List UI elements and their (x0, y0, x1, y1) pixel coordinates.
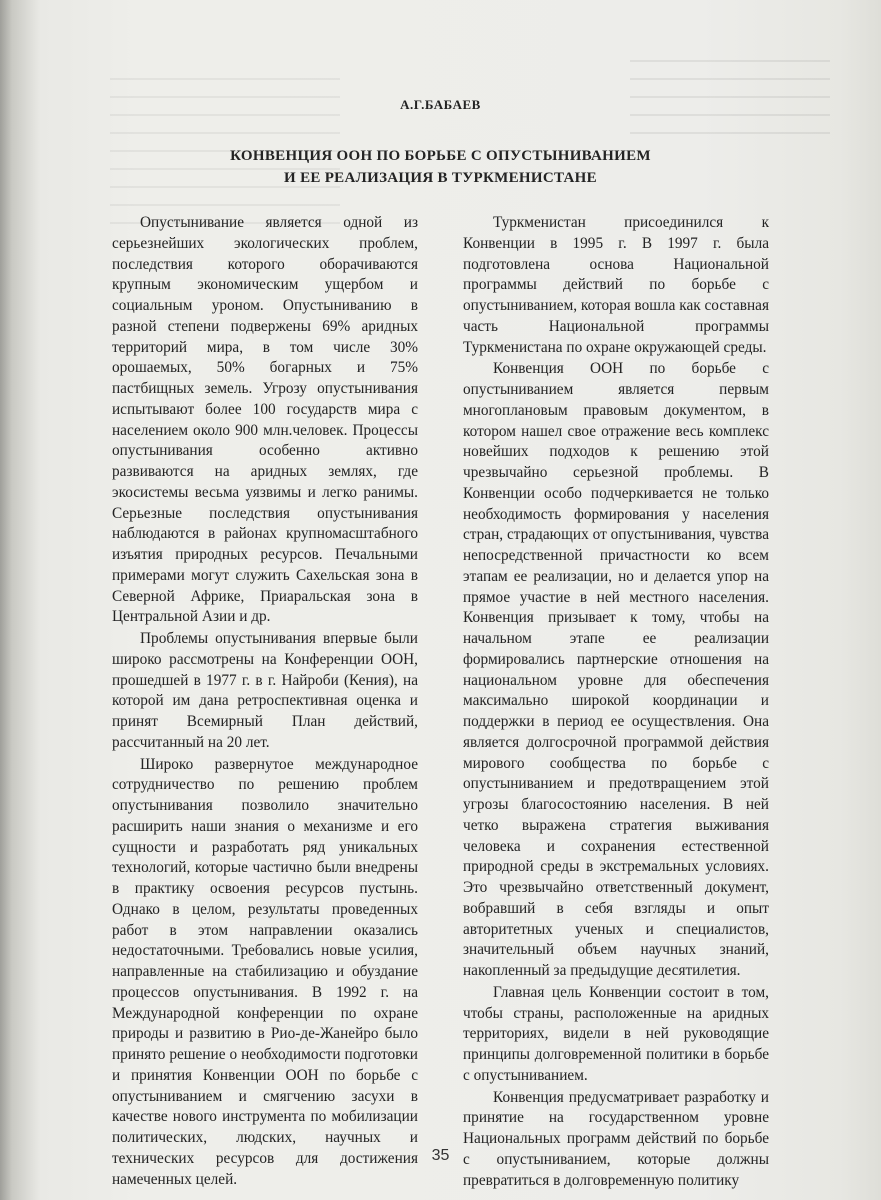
paragraph: Конвенция предусматривает разработку и принятие на государственном уровне Национальных программ действий по борьбе с опустыниванием, которые должны превратиться в долговременную политику (463, 1088, 769, 1189)
paragraph: Главная цель Конвенции состоит в том, чтобы страны, расположенные на аридных территориях, видели в ней руководящие принципы долговременной политики в борьбе с опустыниванием. (463, 983, 769, 1084)
author-name: А.Г.БАБАЕВ (400, 97, 481, 112)
paragraph: Опустынивание является одной из серьезнейших экологических проблем, последствия которого оборачиваются крупным экономическим ущербом и социальным уроном. Опустыниванию в разной степени подвержены 69% аридных территорий мира, в том числе 30% орошаемых, 50% богарных и 75% пастбищных земель. Угрозу опустынивания испытывают более 100 государств мира с населением около 900 млн.человек. Процессы опустынивания особенно активно развиваются на аридных землях, где экосистемы весьма уязвимы и легко ранимы. Серьезные последствия опустынивания наблюдаются в районах крупномасштабного изъятия природных ресурсов. Печальными примерами могут служить Сахельская зона в Северной Африке, Приаральская зона в Центральной Азии и др. (112, 214, 418, 626)
left-column (112, 213, 418, 1190)
article-title (0, 145, 881, 189)
paragraph: Проблемы опустынивания впервые были широко рассмотрены на Конференции ООН, прошедшей в 1977 г. в г. Найроби (Кения), на которой им дана ретроспективная оценка и принят Всемирный План действий, рассчитанный на 20 лет. (112, 630, 418, 751)
paragraph: Широко развернутое международное сотрудничество по решению проблем опустынивания позволило значительно расширить наши знания о механизме и его сущности и разработать ряд уникальных технологий, которые частично были внедрены в практику освоения ресурсов пустынь. Однако в целом, результаты проведенных работ в этом направлении оказались недостаточными. Требовались новые усилия, направленные на стабилизацию и обуздание процессов опустынивания. В 1992 г. на Международной конференции по охране природы и развитию в Рио-де-Жанейро было принято решение о необходимости подготовки и принятия Конвенции ООН по борьбе с опустыниванием и смягчению засухи в качестве нового инструмента по мобилизации политических, людских, научных и технических ресурсов для достижения намеченных целей. (112, 755, 418, 1188)
right-column (463, 213, 769, 1191)
paragraph: Конвенция ООН по борьбе с опустыниванием является первым многоплановым правовым документом, в котором нашел свое отражение весь комплекс новейших подходов к решению этой чрезвычайно серьезной проблемы. В Конвенции особо подчеркивается не только необходимость формирования у населения стран, страдающих от опустынивания, чувства непосредственной причастности ко всем этапам ее реализации, но и делается упор на прямое участие в ней местного населения. Конвенция призывает к тому, чтобы на начальном этапе ее реализации формировались партнерские отношения на национальном уровне для обеспечения максимально широкой координации и поддержки в период ее осуществления. Она является долгосрочной программой действия мирового сообщества по борьбе с опустыниванием и предотвращением этой угрозы благосостоянию населения. В ней четко выражена стратегия выживания человека и сохранения естественной природной среды в экстремальных условиях. Это чрезвычайно ответственный документ, вобравший в себя взгляды и опыт авторитетных ученых и специалистов, значительный объем научных знаний, накопленный за предыдущие десятилетия. (463, 360, 769, 979)
title-line-1: КОНВЕНЦИЯ ООН ПО БОРЬБЕ С ОПУСТЫНИВАНИЕМ (230, 148, 651, 164)
title-line-2: И ЕЕ РЕАЛИЗАЦИЯ В ТУРКМЕНИСТАНЕ (284, 170, 597, 186)
page-number: 35 (431, 1147, 450, 1164)
paragraph: Туркменистан присоединился к Конвенции в 1995 г. В 1997 г. была подготовлена основа Национальной программы действий по борьбе с опустыниванием, которая вошла как составная часть Национальной программы Туркменистана по охране окружающей среды. (463, 214, 769, 356)
